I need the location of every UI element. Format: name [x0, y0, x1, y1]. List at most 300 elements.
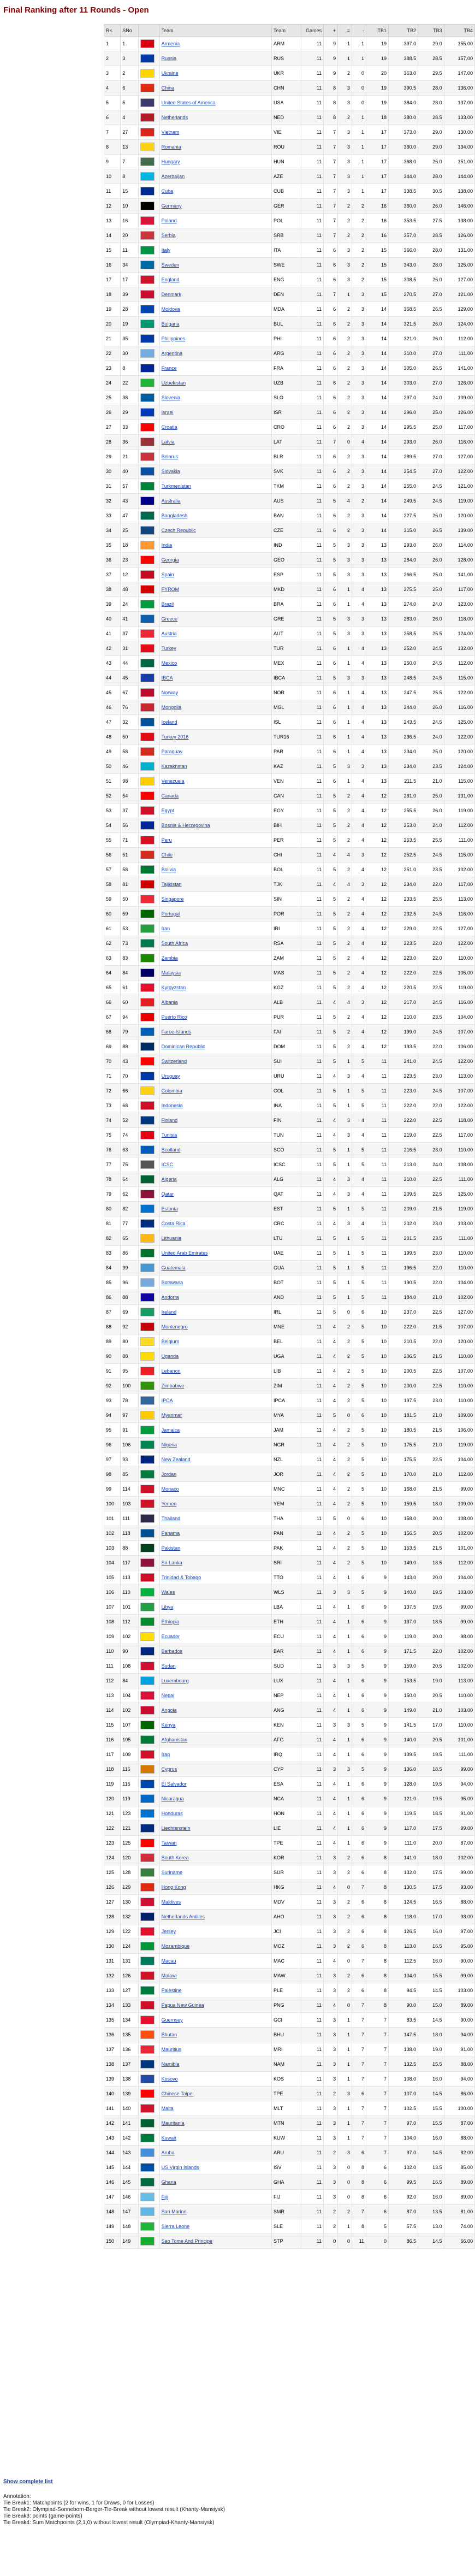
wins-cell: 5	[324, 921, 338, 936]
team-link[interactable]: Bulgaria	[161, 321, 180, 327]
header-starting-number[interactable]: SNo	[121, 25, 138, 37]
header-losses[interactable]: -	[352, 25, 366, 37]
team-link[interactable]: Netherlands Antilles	[161, 1914, 205, 1919]
starting-number-cell: 88	[121, 1541, 138, 1556]
team-link[interactable]: Austria	[161, 631, 177, 636]
team-link[interactable]: Zambia	[161, 955, 178, 961]
team-link[interactable]: Andorra	[161, 1295, 179, 1300]
team-link[interactable]: Hong Kong	[161, 1884, 186, 1890]
team-link[interactable]: Malawi	[161, 1973, 177, 1978]
team-link[interactable]: Guernsey	[161, 2017, 183, 2023]
rank-cell: 52	[104, 789, 121, 803]
header-draws[interactable]: =	[338, 25, 352, 37]
team-link[interactable]: Jersey	[161, 1929, 176, 1934]
losses-cell: 5	[352, 1526, 366, 1541]
team-name-cell	[159, 877, 271, 892]
team-link[interactable]: Peru	[161, 837, 172, 843]
team-link[interactable]: Argentina	[161, 351, 183, 356]
team-link[interactable]: Greece	[161, 616, 178, 622]
team-link[interactable]: Myanmar	[161, 1413, 182, 1418]
wins-cell: 3	[324, 1585, 338, 1600]
team-link[interactable]: Belarus	[161, 454, 179, 459]
header-tb3[interactable]: TB3	[418, 25, 444, 37]
team-code-cell: GER	[272, 199, 301, 214]
tb4-cell: 101.00	[444, 1733, 474, 1747]
team-link[interactable]: Jamaica	[161, 1427, 180, 1433]
team-link[interactable]: Panama	[161, 1531, 180, 1536]
team-link[interactable]: Slovenia	[161, 395, 181, 400]
team-link[interactable]: Belgium	[161, 1339, 180, 1344]
starting-number-cell: 84	[121, 966, 138, 980]
team-name-cell	[159, 155, 271, 169]
tb4-cell: 105.00	[444, 966, 474, 980]
draws-cell: 1	[338, 745, 352, 759]
games-cell: 11	[301, 81, 324, 96]
team-link[interactable]: Tunisia	[161, 1132, 177, 1138]
team-link[interactable]: Singapore	[161, 896, 184, 902]
team-link[interactable]: Pakistan	[161, 1545, 181, 1551]
team-link[interactable]: Maldives	[161, 1899, 181, 1905]
header-rank[interactable]: Rk.	[104, 25, 121, 37]
team-link[interactable]: Ghana	[161, 2179, 176, 2185]
games-cell: 11	[301, 1246, 324, 1261]
losses-cell: 6	[352, 1806, 366, 1821]
team-code-cell: TUR	[272, 641, 301, 656]
show-complete-list-link[interactable]: Show complete list	[3, 2479, 53, 2485]
starting-number-cell: 129	[121, 1880, 138, 1895]
team-link[interactable]: South Africa	[161, 941, 188, 946]
team-link[interactable]: Spain	[161, 572, 174, 577]
team-code-cell: JAM	[272, 1423, 301, 1438]
team-link[interactable]: Lebanon	[161, 1368, 181, 1374]
team-link[interactable]: Albania	[161, 1000, 178, 1005]
rank-cell: 75	[104, 1128, 121, 1143]
team-link[interactable]: IBCA	[161, 675, 173, 681]
team-name-cell	[159, 1231, 271, 1246]
team-link[interactable]: Denmark	[161, 292, 182, 297]
header-team-name[interactable]: Team	[159, 25, 271, 37]
team-link[interactable]: Lithuania	[161, 1236, 182, 1241]
rank-cell: 34	[104, 523, 121, 538]
team-link[interactable]: Botswana	[161, 1280, 183, 1285]
team-link[interactable]: China	[161, 85, 175, 91]
wins-cell: 4	[324, 1438, 338, 1452]
team-link[interactable]: South Korea	[161, 1855, 189, 1860]
tb3-cell: 28.5	[418, 51, 444, 66]
wins-cell: 6	[324, 317, 338, 332]
team-link[interactable]: Portugal	[161, 911, 180, 917]
tb1-cell: 8	[366, 1880, 388, 1895]
team-link[interactable]: Ecuador	[161, 1634, 180, 1639]
starting-number-cell: 94	[121, 1010, 138, 1025]
team-link[interactable]: Sri Lanka	[161, 1560, 182, 1565]
team-link[interactable]: Taiwan	[161, 1840, 177, 1846]
team-link[interactable]: Malta	[161, 2106, 174, 2111]
tb2-cell: 274.0	[389, 597, 418, 612]
team-link[interactable]: Indonesia	[161, 1103, 183, 1108]
tb1-cell: 7	[366, 2131, 388, 2146]
games-cell: 11	[301, 287, 324, 302]
table-row	[104, 892, 475, 907]
team-name-cell	[159, 1084, 271, 1098]
team-link[interactable]: Kazakhstan	[161, 764, 187, 769]
team-link[interactable]: Monaco	[161, 1486, 179, 1492]
team-link[interactable]: France	[161, 365, 177, 371]
team-name-cell	[159, 612, 271, 627]
team-link[interactable]: Macau	[161, 1958, 176, 1964]
team-link[interactable]: Bhutan	[161, 2032, 177, 2037]
team-link[interactable]: Namibia	[161, 2061, 180, 2067]
team-link[interactable]: Barbados	[161, 1649, 183, 1654]
tb4-cell: 119.00	[444, 494, 474, 509]
flag-icon	[140, 1824, 155, 1833]
team-link[interactable]: Puerto Rico	[161, 1014, 187, 1020]
team-link[interactable]: Mongolia	[161, 705, 182, 710]
losses-cell: 3	[352, 420, 366, 435]
team-link[interactable]: Georgia	[161, 557, 179, 563]
team-link[interactable]: El Salvador	[161, 1781, 187, 1787]
team-code-cell: ESA	[272, 1777, 301, 1792]
flag-icon	[140, 290, 155, 299]
starting-number-cell: 3	[121, 51, 138, 66]
team-name-cell	[159, 1851, 271, 1865]
team-link[interactable]: Switzerland	[161, 1059, 187, 1064]
team-link[interactable]: Costa Rica	[161, 1221, 186, 1226]
team-link[interactable]: Vietnam	[161, 129, 180, 135]
flag-icon	[140, 1780, 155, 1788]
team-link[interactable]: Ukraine	[161, 70, 179, 76]
team-name-cell	[159, 199, 271, 214]
team-link[interactable]: Brazil	[161, 601, 174, 607]
team-link[interactable]: Qatar	[161, 1191, 174, 1197]
draws-cell: 1	[338, 1688, 352, 1703]
team-link[interactable]: Bangladesh	[161, 513, 188, 518]
starting-number-cell: 107	[121, 1718, 138, 1733]
team-link[interactable]: FYROM	[161, 587, 180, 592]
team-link[interactable]: Netherlands	[161, 115, 188, 120]
team-link[interactable]: Finland	[161, 1118, 178, 1123]
flag-cell	[138, 848, 159, 862]
wins-cell: 5	[324, 1025, 338, 1039]
team-link[interactable]: Nicaragua	[161, 1796, 184, 1801]
team-link[interactable]: Uzbekistan	[161, 380, 186, 386]
team-link[interactable]: Sierra Leone	[161, 2224, 190, 2229]
team-name-cell	[159, 1290, 271, 1305]
team-link[interactable]: Wales	[161, 1590, 175, 1595]
tb1-cell: 7	[366, 2057, 388, 2072]
team-link[interactable]: Malaysia	[161, 970, 181, 976]
tb2-cell: 223.5	[389, 936, 418, 951]
table-row	[104, 671, 475, 686]
wins-cell: 4	[324, 1674, 338, 1688]
team-link[interactable]: Guatemala	[161, 1265, 186, 1271]
team-link[interactable]: Afghanistan	[161, 1737, 188, 1742]
header-tb1[interactable]: TB1	[366, 25, 388, 37]
team-link[interactable]: Trinidad & Tobago	[161, 1575, 201, 1580]
team-link[interactable]: Estonia	[161, 1206, 178, 1212]
draws-cell: 2	[338, 1320, 352, 1334]
team-link[interactable]: Zimbabwe	[161, 1383, 185, 1389]
team-link[interactable]: Ethiopia	[161, 1619, 180, 1624]
team-link[interactable]: Turkmenistan	[161, 483, 191, 489]
games-cell: 11	[301, 1113, 324, 1128]
wins-cell: 3	[324, 1762, 338, 1777]
tb4-cell: 99.00	[444, 1600, 474, 1615]
team-name-cell	[159, 1128, 271, 1143]
tb2-cell: 149.0	[389, 1703, 418, 1718]
flag-icon	[140, 1131, 155, 1139]
team-link[interactable]: Thailand	[161, 1516, 181, 1521]
header-wins[interactable]: +	[324, 25, 338, 37]
team-link[interactable]: Angola	[161, 1708, 177, 1713]
tb2-cell: 107.0	[389, 2087, 418, 2101]
team-link[interactable]: United Arab Emirates	[161, 1250, 208, 1256]
losses-cell: 5	[352, 1438, 366, 1452]
team-link[interactable]: Nepal	[161, 1693, 175, 1698]
table-row	[104, 1290, 475, 1305]
tb1-cell: 19	[366, 81, 388, 96]
team-link[interactable]: San Marino	[161, 2209, 187, 2214]
team-link[interactable]: Tajikistan	[161, 882, 182, 887]
losses-cell: 7	[352, 2028, 366, 2042]
team-link[interactable]: Israel	[161, 410, 174, 415]
tb4-cell: 126.00	[444, 376, 474, 391]
team-link[interactable]: Mauritius	[161, 2047, 182, 2052]
team-link[interactable]: Libya	[161, 1604, 174, 1610]
team-link[interactable]: Canada	[161, 793, 179, 799]
team-link[interactable]: Kyrgyzstan	[161, 985, 186, 990]
table-row	[104, 420, 475, 435]
flag-cell	[138, 1585, 159, 1600]
team-link[interactable]: Sao Tome And Principe	[161, 2238, 213, 2244]
team-link[interactable]: Kuwait	[161, 2135, 176, 2141]
table-row	[104, 169, 475, 184]
team-link[interactable]: Romania	[161, 144, 181, 150]
draws-cell: 2	[338, 361, 352, 376]
team-link[interactable]: Italy	[161, 247, 171, 253]
team-link[interactable]: Kenya	[161, 1722, 176, 1728]
team-link[interactable]: Kosovo	[161, 2076, 178, 2082]
team-link[interactable]: Australia	[161, 498, 181, 504]
team-link[interactable]: Azerbaijan	[161, 174, 185, 179]
tb4-cell: 125.00	[444, 715, 474, 730]
tb1-cell: 8	[366, 1895, 388, 1910]
team-link[interactable]: Cuba	[161, 188, 174, 194]
flag-cell	[138, 66, 159, 81]
tb4-cell: 120.00	[444, 509, 474, 523]
tb1-cell: 12	[366, 907, 388, 921]
team-link[interactable]: Luxembourg	[161, 1678, 189, 1683]
losses-cell: 5	[352, 1762, 366, 1777]
games-cell: 11	[301, 877, 324, 892]
table-row	[104, 1836, 475, 1851]
team-link[interactable]: Armenia	[161, 41, 180, 46]
wins-cell: 9	[324, 51, 338, 66]
team-link[interactable]: Aruba	[161, 2150, 175, 2155]
table-row	[104, 2028, 475, 2042]
losses-cell: 3	[352, 553, 366, 568]
team-link[interactable]: Fiji	[161, 2194, 168, 2200]
team-name-cell	[159, 745, 271, 759]
flag-cell	[138, 686, 159, 700]
header-games[interactable]: Games	[301, 25, 324, 37]
team-link[interactable]: IPCA	[161, 1398, 173, 1403]
team-link[interactable]: Jordan	[161, 1472, 177, 1477]
team-link[interactable]: US Virgin Islands	[161, 2165, 199, 2170]
team-code-cell: IND	[272, 538, 301, 553]
team-code-cell: MLT	[272, 2101, 301, 2116]
team-link[interactable]: Colombia	[161, 1088, 182, 1094]
team-link[interactable]: Croatia	[161, 424, 177, 430]
wins-cell: 6	[324, 464, 338, 479]
team-link[interactable]: Chinese Taipei	[161, 2091, 194, 2096]
table-row	[104, 81, 475, 96]
team-link[interactable]: Norway	[161, 690, 179, 695]
team-link[interactable]: Hungary	[161, 159, 180, 164]
team-link[interactable]: Mexico	[161, 660, 177, 666]
team-link[interactable]: India	[161, 542, 173, 548]
tb2-cell: 315.0	[389, 523, 418, 538]
team-link[interactable]: Nigeria	[161, 1442, 177, 1447]
team-link[interactable]: Venezuela	[161, 778, 185, 784]
team-link[interactable]: Sudan	[161, 1663, 176, 1669]
tb3-cell: 16.0	[418, 1954, 444, 1969]
team-link[interactable]: Cyprus	[161, 1766, 177, 1772]
tb3-cell: 24.0	[418, 818, 444, 833]
team-link[interactable]: Palestine	[161, 1988, 182, 1993]
team-link[interactable]: Suriname	[161, 1870, 183, 1875]
starting-number-cell: 109	[121, 1747, 138, 1762]
table-row	[104, 1511, 475, 1526]
wins-cell: 4	[324, 1423, 338, 1438]
team-name-cell	[159, 1983, 271, 1998]
tb3-cell: 21.0	[418, 1438, 444, 1452]
table-row	[104, 1467, 475, 1482]
team-link[interactable]: Uganda	[161, 1354, 179, 1359]
tb2-cell: 193.5	[389, 1039, 418, 1054]
team-link[interactable]: Czech Republic	[161, 528, 196, 533]
team-link[interactable]: Latvia	[161, 439, 175, 445]
flag-icon	[140, 732, 155, 741]
team-link[interactable]: Faroe Islands	[161, 1029, 192, 1035]
header-tb4[interactable]: TB4	[444, 25, 474, 37]
team-link[interactable]: Ireland	[161, 1309, 177, 1315]
team-link[interactable]: Poland	[161, 218, 177, 223]
tb3-cell: 25.0	[418, 568, 444, 582]
tb4-cell: 146.00	[444, 199, 474, 214]
team-link[interactable]: Iran	[161, 926, 170, 931]
team-link[interactable]: England	[161, 277, 180, 282]
team-link[interactable]: Liechtenstein	[161, 1825, 191, 1831]
team-link[interactable]: Iceland	[161, 719, 177, 725]
team-link[interactable]: Bolivia	[161, 867, 176, 872]
team-link[interactable]: Germany	[161, 203, 182, 209]
draws-cell: 3	[338, 1762, 352, 1777]
flag-cell	[138, 273, 159, 287]
tb1-cell: 12	[366, 1010, 388, 1025]
team-link[interactable]: Scotland	[161, 1147, 181, 1153]
team-code-cell: TTO	[272, 1570, 301, 1585]
team-link[interactable]: Dominican Republic	[161, 1044, 205, 1049]
starting-number-cell: 50	[121, 892, 138, 907]
team-link[interactable]: Paraguay	[161, 749, 183, 754]
team-link[interactable]: Yemen	[161, 1501, 177, 1506]
tb4-cell: 86.00	[444, 2087, 474, 2101]
tb1-cell: 10	[366, 1393, 388, 1408]
wins-cell: 3	[324, 2131, 338, 2146]
team-link[interactable]: Mozambique	[161, 1943, 190, 1949]
losses-cell: 7	[352, 2042, 366, 2057]
team-link[interactable]: Sweden	[161, 262, 180, 268]
wins-cell: 4	[324, 1880, 338, 1895]
tb2-cell: 87.0	[389, 2205, 418, 2219]
flag-cell	[138, 818, 159, 833]
team-link[interactable]: Turkey	[161, 646, 176, 651]
team-link[interactable]: Turkey 2016	[161, 734, 189, 740]
tb1-cell: 12	[366, 862, 388, 877]
flag-icon	[140, 1544, 155, 1552]
team-link[interactable]: Mauritania	[161, 2120, 185, 2126]
team-link[interactable]: Russia	[161, 56, 177, 61]
losses-cell: 6	[352, 2087, 366, 2101]
team-link[interactable]: Honduras	[161, 1811, 183, 1816]
tb1-cell: 15	[366, 258, 388, 273]
wins-cell: 5	[324, 538, 338, 553]
draws-cell: 2	[338, 1497, 352, 1511]
team-link[interactable]: Montenegro	[161, 1324, 188, 1330]
starting-number-cell: 37	[121, 803, 138, 818]
wins-cell: 2	[324, 2146, 338, 2160]
team-link[interactable]: ICSC	[161, 1162, 174, 1167]
losses-cell: 4	[352, 715, 366, 730]
rank-cell: 87	[104, 1305, 121, 1320]
draws-cell: 2	[338, 789, 352, 803]
flag-icon	[140, 1809, 155, 1818]
team-link[interactable]: Philippines	[161, 336, 186, 341]
tb1-cell: 7	[366, 2013, 388, 2028]
starting-number-cell: 85	[121, 1467, 138, 1482]
team-link[interactable]: United States of America	[161, 100, 216, 105]
header-team-code[interactable]: Team	[272, 25, 301, 37]
tb3-cell: 24.5	[418, 1025, 444, 1039]
losses-cell: 4	[352, 966, 366, 980]
team-link[interactable]: Moldova	[161, 306, 180, 312]
team-link[interactable]: Bosnia & Herzegovina	[161, 823, 210, 828]
team-link[interactable]: Algeria	[161, 1177, 177, 1182]
team-link[interactable]: Uruguay	[161, 1073, 180, 1079]
draws-cell: 2	[338, 818, 352, 833]
rank-cell: 65	[104, 980, 121, 995]
flag-icon	[140, 556, 155, 564]
wins-cell: 6	[324, 700, 338, 715]
table-row	[104, 833, 475, 848]
team-link[interactable]: New Zealand	[161, 1457, 191, 1462]
team-link[interactable]: Egypt	[161, 808, 174, 813]
team-link[interactable]: Papua New Guinea	[161, 2002, 204, 2008]
team-link[interactable]: Slovakia	[161, 469, 180, 474]
starting-number-cell: 79	[121, 1025, 138, 1039]
team-link[interactable]: Serbia	[161, 233, 176, 238]
team-link[interactable]: Iraq	[161, 1752, 170, 1757]
tb3-cell: 18.5	[418, 1556, 444, 1570]
tb2-cell: 227.5	[389, 509, 418, 523]
tb2-cell: 241.0	[389, 1054, 418, 1069]
draws-cell: 3	[338, 243, 352, 258]
team-link[interactable]: Chile	[161, 852, 173, 858]
tb3-cell: 20.0	[418, 1511, 444, 1526]
header-tb2[interactable]: TB2	[389, 25, 418, 37]
tb1-cell: 14	[366, 376, 388, 391]
